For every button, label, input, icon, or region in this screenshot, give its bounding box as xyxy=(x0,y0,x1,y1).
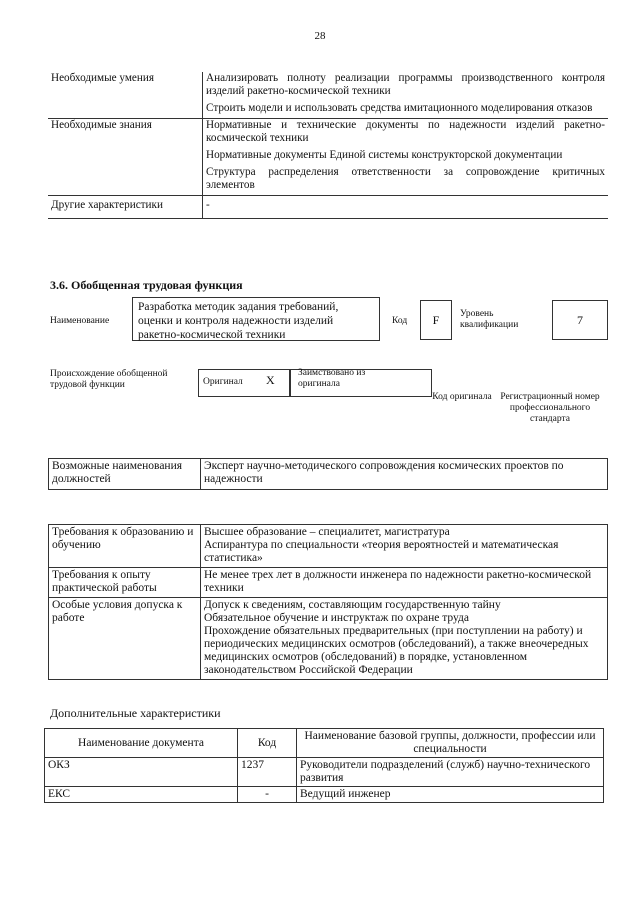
positions-table xyxy=(48,458,608,490)
experience-cell xyxy=(201,568,608,598)
doc-name-cell: ОКЗ xyxy=(45,758,238,787)
header-group-name: Наименование базовой группы, должности, профессии или специальности xyxy=(297,729,604,758)
education-cell xyxy=(201,525,608,568)
skill-item: Анализировать полноту реализации программы производственного контроля изделий ракетно-космической техники xyxy=(206,72,605,97)
education-line: Аспирантура по специальности «теория вероятностей и математическая статистика» xyxy=(204,539,559,564)
education-line: Высшее образование – специалитет, магистратура xyxy=(204,526,450,538)
orig-code-label: Код оригинала xyxy=(432,392,492,402)
admission-line: Обязательное обучение и инструктаж по охране труда xyxy=(204,612,469,624)
borrowed-label: Заимствовано из оригинала xyxy=(298,368,366,389)
original-mark: X xyxy=(266,373,275,387)
skill-item: Строить модели и использовать средства имитационного моделирования отказов xyxy=(206,101,593,114)
table-row xyxy=(49,459,608,490)
knowledge-item: Структура распределения ответственности за сопровождение критичных элементов xyxy=(206,165,605,191)
admission-line: Прохождение обязательных предварительных (при поступлении на работу) и периодических медицинских осмотров (обследований), а также внеочередных медицинских осмотров (обследований) в порядке, установленном законодательством Российской Федерации xyxy=(204,625,589,676)
admission-label: Особые условия допуска к работе xyxy=(49,598,201,680)
code-label: Код xyxy=(392,316,408,326)
group-name-cell: Ведущий инженер xyxy=(297,787,604,803)
additional-title: Дополнительные характеристики xyxy=(50,706,221,720)
positions-label: Возможные наименования должностей xyxy=(49,459,201,490)
page-number: 28 xyxy=(314,30,326,42)
origin-label: Происхождение обобщенной трудовой функции xyxy=(50,369,168,390)
table-row xyxy=(45,787,604,803)
code-cell: - xyxy=(238,787,297,803)
level-label: Уровень квалификации xyxy=(460,309,519,330)
group-name-cell: Руководители подразделений (служб) научно-технического развития xyxy=(297,758,604,787)
additional-table xyxy=(44,728,604,803)
header-doc-name: Наименование документа xyxy=(45,729,238,758)
name-label: Наименование xyxy=(50,316,110,326)
table-row xyxy=(48,119,608,196)
table-row xyxy=(49,525,608,568)
experience-line: Не менее трех лет в должности инженера по надежности ракетно-космической техники xyxy=(204,569,592,594)
original-label: Оригинал xyxy=(203,377,243,387)
table-row xyxy=(49,568,608,598)
code-value: F xyxy=(420,300,452,340)
header-code: Код xyxy=(238,729,297,758)
knowledge-label: Необходимые знания xyxy=(48,119,203,196)
positions-value: Эксперт научно-методического сопровождения космических проектов по надежности xyxy=(204,460,564,485)
experience-label: Требования к опыту практической работы xyxy=(49,568,201,598)
table-row xyxy=(48,72,608,119)
doc-name-cell: ЕКС xyxy=(45,787,238,803)
table-header-row xyxy=(45,729,604,758)
other-value: - xyxy=(203,196,609,219)
function-name-box: Разработка методик задания требований, оценки и контроля надежности изделий ракетно-космической техники xyxy=(132,297,380,341)
skills-knowledge-table xyxy=(48,72,608,219)
section-title: 3.6. Обобщенная трудовая функция xyxy=(50,278,243,292)
knowledge-item: Нормативные документы Единой системы конструкторской документации xyxy=(206,148,563,161)
level-value: 7 xyxy=(552,300,608,340)
education-label: Требования к образованию и обучению xyxy=(49,525,201,568)
knowledge-item: Нормативные и технические документы по надежности изделий ракетно-космической техники xyxy=(206,119,605,145)
knowledge-cell xyxy=(203,119,609,196)
skills-cell xyxy=(203,72,609,119)
code-cell: 1237 xyxy=(238,758,297,787)
admission-cell xyxy=(201,598,608,680)
table-row xyxy=(49,598,608,680)
reg-number-label: Регистрационный номер профессионального стандарта xyxy=(500,392,600,424)
other-label: Другие характеристики xyxy=(48,196,203,219)
table-row xyxy=(48,196,608,219)
requirements-table xyxy=(48,524,608,680)
skills-label: Необходимые умения xyxy=(48,72,203,119)
admission-line: Допуск к сведениям, составляющим государственную тайну xyxy=(204,599,501,611)
table-row xyxy=(45,758,604,787)
